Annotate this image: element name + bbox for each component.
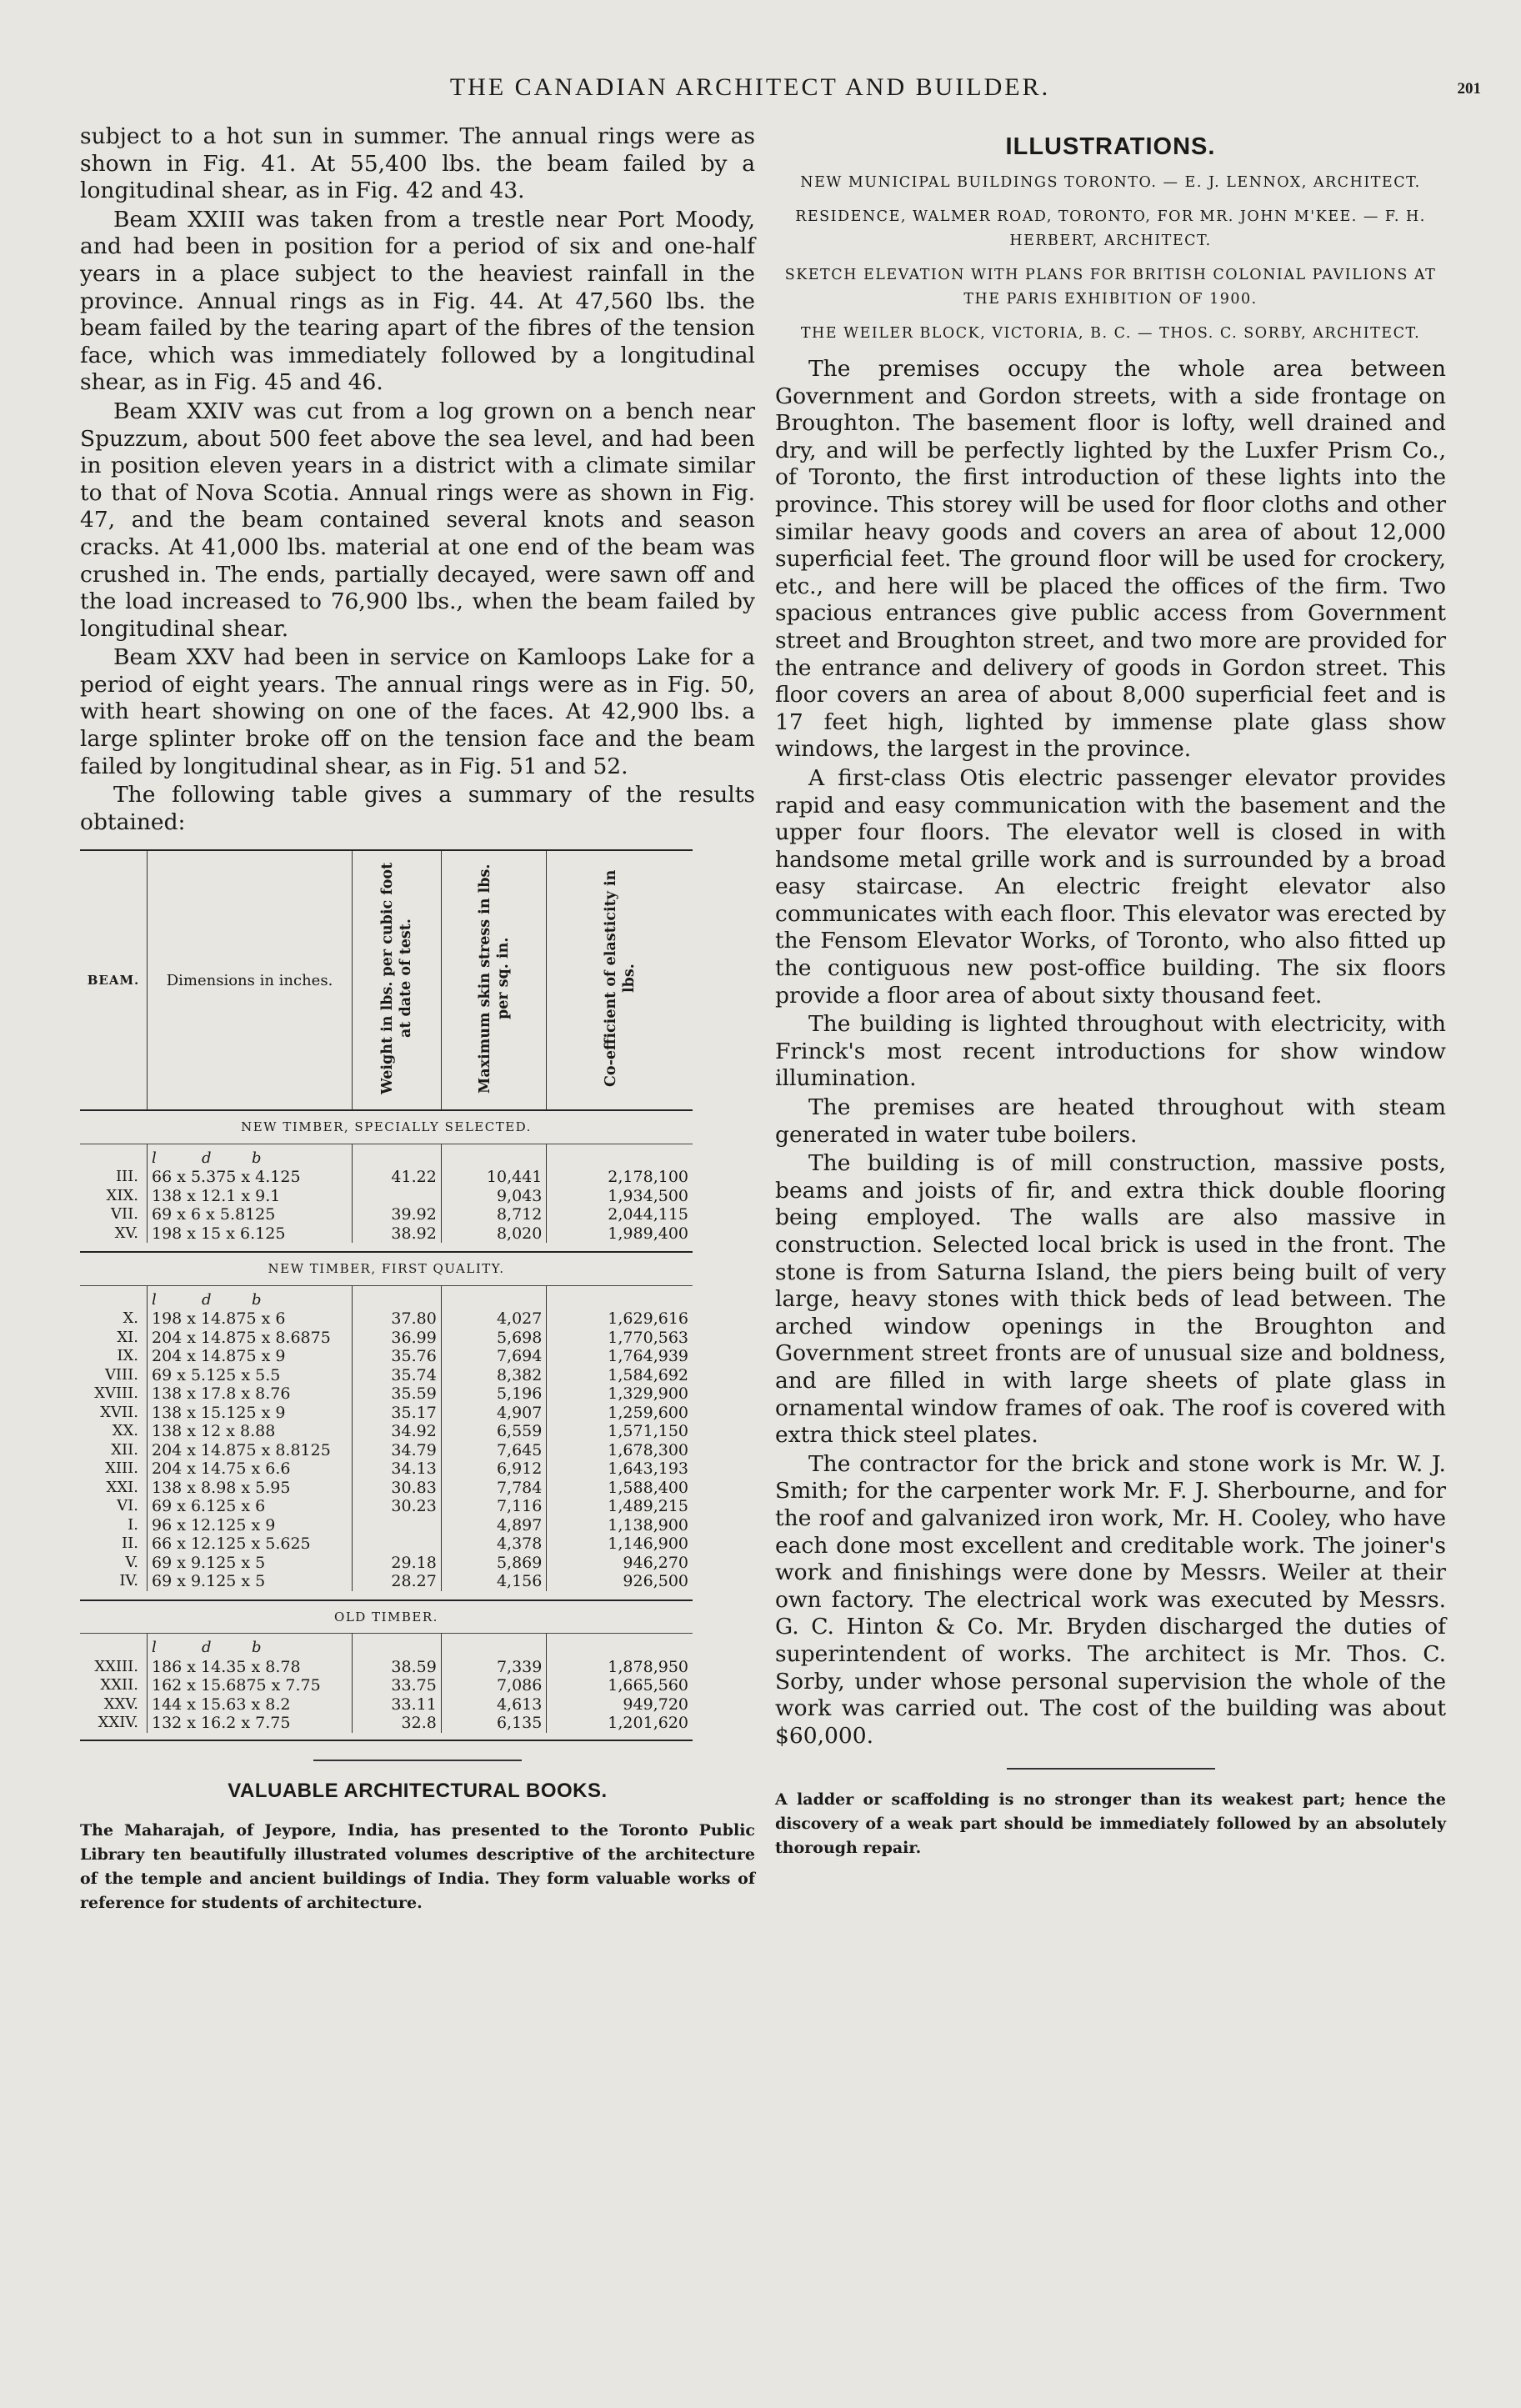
illustration-caption: THE WEILER BLOCK, VICTORIA, B. C. — THOS. C. SORBY, ARCHITECT. bbox=[800, 325, 1421, 342]
table-row bbox=[80, 1422, 693, 1441]
table-group-header bbox=[80, 1600, 693, 1634]
cell-weight: 39.92 bbox=[353, 1205, 442, 1224]
cell-weight: 35.59 bbox=[353, 1384, 442, 1404]
group-title: NEW TIMBER, SPECIALLY SELECTED. bbox=[80, 1110, 693, 1144]
paragraph: A first-class Otis electric passenger elevator provides rapid and easy communication with the basement and the upper four floors. The elevator well is closed in with handsome metal grille work and is surrounded by a broad easy staircase. An electric freight elevator also communicates with each floor. This elevator was erected by the Fensom Elevator Works, of Toronto, who also fitted up the contiguous new post-office building. The six floors provide a floor area of about sixty thousand feet. bbox=[775, 764, 1446, 1009]
table-row bbox=[80, 1695, 693, 1715]
cell-weight: 35.74 bbox=[353, 1366, 442, 1385]
cell-stress: 8,712 bbox=[441, 1205, 547, 1224]
cell-beam: XXIII. bbox=[94, 1657, 138, 1675]
cell-beam: XVIII. bbox=[94, 1384, 138, 1403]
ldb-label-b: b bbox=[252, 1149, 262, 1167]
ldb-label-l: l bbox=[152, 1290, 157, 1309]
cell-weight: 41.22 bbox=[353, 1168, 442, 1187]
cell-weight bbox=[353, 1187, 442, 1206]
ldb-label-d: d bbox=[202, 1290, 212, 1309]
table-spacer bbox=[80, 1243, 693, 1252]
table-row bbox=[80, 1187, 693, 1206]
cell-stress: 7,784 bbox=[441, 1479, 547, 1498]
cell-stress: 7,339 bbox=[441, 1658, 547, 1677]
cell-elasticity: 1,201,620 bbox=[547, 1714, 693, 1733]
cell-dimensions: 96 x 12.125 x 9 bbox=[148, 1516, 353, 1535]
table-row bbox=[80, 1572, 693, 1591]
cell-stress: 6,912 bbox=[441, 1459, 547, 1479]
ldb-blank bbox=[547, 1634, 693, 1658]
cell-stress: 4,613 bbox=[441, 1695, 547, 1715]
table-body bbox=[80, 1110, 693, 1740]
col-header-weight bbox=[353, 850, 442, 1110]
cell-weight: 36.99 bbox=[353, 1329, 442, 1348]
paragraph: Beam XXV had been in service on Kamloops Lake for a period of eight years. The annual rings were as in Fig. 50, with heart showing on one of the faces. At 42,900 lbs. a large splinter broke off on the tension face and the beam failed by longitudinal shear, as in Fig. 51 and 52. bbox=[80, 644, 755, 779]
cell-elasticity: 926,500 bbox=[547, 1572, 693, 1591]
table-row bbox=[80, 1404, 693, 1423]
cell-weight: 29.18 bbox=[353, 1554, 442, 1573]
ldb-blank bbox=[80, 1634, 148, 1658]
cell-beam: XI. bbox=[117, 1328, 138, 1346]
paragraph: The premises are heated throughout with steam generated in water tube boilers. bbox=[775, 1094, 1446, 1148]
table-row bbox=[80, 1329, 693, 1348]
footer-note: A ladder or scaffolding is no stronger than its weakest part; hence the discovery of a weak part should be immediately followed by an absolutely thorough repair. bbox=[775, 1790, 1446, 1858]
col-header-elasticity-text: Co-efficient of elasticity in lbs. bbox=[602, 869, 638, 1088]
ldb-blank bbox=[441, 1285, 547, 1309]
table-row bbox=[80, 1384, 693, 1404]
cell-stress: 4,378 bbox=[441, 1534, 547, 1554]
cell-weight: 37.80 bbox=[353, 1309, 442, 1329]
cell-dimensions: 138 x 17.8 x 8.76 bbox=[148, 1384, 353, 1404]
cell-dimensions: 204 x 14.875 x 8.8125 bbox=[148, 1441, 353, 1460]
col-header-weight-text: Weight in lbs. per cubic foot at date of test. bbox=[378, 862, 414, 1095]
cell-stress: 4,907 bbox=[441, 1404, 547, 1423]
table-row bbox=[80, 1516, 693, 1535]
cell-weight: 30.83 bbox=[353, 1479, 442, 1498]
illustration-caption: SKETCH ELEVATION WITH PLANS FOR BRITISH COLONIAL PAVILIONS AT THE PARIS EXHIBITION OF 1900. bbox=[784, 267, 1437, 308]
table-row bbox=[80, 1714, 693, 1733]
ldb-row bbox=[80, 1634, 693, 1658]
paragraph: The contractor for the brick and stone work is Mr. W. J. Smith; for the carpenter work Mr. F. J. Sherbourne, and for the roof and galvanized iron work, Mr. H. Cooley, who have each done most excellent and creditable work. The joiner's work and finishings were done by Messrs. Weiler at their own factory. The electrical work was executed by Messrs. G. C. Hinton & Co. Mr. Bryden discharged the duties of superintendent of works. The architect is Mr. Thos. C. Sorby, under whose personal supervision the whole of the work was carried out. The cost of the building was about $60,000. bbox=[775, 1450, 1446, 1749]
cell-beam: IV. bbox=[119, 1572, 138, 1590]
cell-stress: 7,086 bbox=[441, 1676, 547, 1695]
ldb-blank bbox=[441, 1144, 547, 1168]
cell-stress: 7,116 bbox=[441, 1497, 547, 1516]
cell-stress: 5,196 bbox=[441, 1384, 547, 1404]
ldb-blank bbox=[353, 1285, 442, 1309]
cell-dimensions: 138 x 12.1 x 9.1 bbox=[148, 1187, 353, 1206]
table-row bbox=[80, 1658, 693, 1677]
col-header-dimensions: Dimensions in inches. bbox=[148, 850, 353, 1110]
cell-elasticity: 1,989,400 bbox=[547, 1224, 693, 1244]
ldb-blank bbox=[441, 1634, 547, 1658]
ldb-labels bbox=[148, 1634, 353, 1658]
table-spacer bbox=[80, 1591, 693, 1600]
paragraph: The following table gives a summary of the results obtained: bbox=[80, 782, 755, 835]
cell-elasticity: 1,770,563 bbox=[547, 1329, 693, 1348]
cell-elasticity: 1,643,193 bbox=[547, 1459, 693, 1479]
right-column bbox=[775, 133, 1446, 1876]
cell-beam: II. bbox=[122, 1534, 138, 1553]
journal-title: THE CANADIAN ARCHITECT AND BUILDER. bbox=[449, 73, 1051, 101]
cell-weight: 33.75 bbox=[353, 1676, 442, 1695]
books-paragraph: The Maharajah, of Jeypore, India, has presented to the Toronto Public Library ten beautifully illustrated volumes descriptive of the architecture of the temple and ancient buildings of India. They form valuable works of reference for students of architecture. bbox=[80, 1820, 755, 1912]
cell-elasticity: 1,629,616 bbox=[547, 1309, 693, 1329]
ldb-labels bbox=[148, 1285, 353, 1309]
cell-beam: VII. bbox=[111, 1205, 138, 1224]
paragraph: Beam XXIII was taken from a trestle near Port Moody, and had been in position for a period of six and one-half years in a place subject to the heaviest rainfall in the province. Annual rings as in Fig. 44. At 47,560 lbs. the beam failed by the tearing apart of the fibres of the tension face, which was immediately followed by a longitudinal shear, as in Fig. 45 and 46. bbox=[80, 206, 755, 396]
cell-dimensions: 132 x 16.2 x 7.75 bbox=[148, 1714, 353, 1733]
col-header-stress-text: Maximum skin stress in lbs. per sq. in. bbox=[476, 864, 512, 1094]
cell-dimensions: 69 x 9.125 x 5 bbox=[148, 1572, 353, 1591]
cell-beam: V. bbox=[125, 1553, 138, 1571]
ldb-row bbox=[80, 1285, 693, 1309]
cell-beam: XVII. bbox=[100, 1403, 138, 1421]
cell-elasticity: 1,588,400 bbox=[547, 1479, 693, 1498]
cell-weight: 35.76 bbox=[353, 1347, 442, 1366]
cell-elasticity: 1,764,939 bbox=[547, 1347, 693, 1366]
cell-elasticity: 1,878,950 bbox=[547, 1658, 693, 1677]
cell-beam: XXI. bbox=[106, 1478, 138, 1496]
cell-beam: VIII. bbox=[104, 1365, 138, 1384]
cell-dimensions: 162 x 15.6875 x 7.75 bbox=[148, 1676, 353, 1695]
cell-weight: 38.59 bbox=[353, 1658, 442, 1677]
cell-stress: 8,020 bbox=[441, 1224, 547, 1244]
cell-dimensions: 204 x 14.875 x 9 bbox=[148, 1347, 353, 1366]
cell-weight: 34.13 bbox=[353, 1459, 442, 1479]
cell-stress: 4,027 bbox=[441, 1309, 547, 1329]
ldb-labels bbox=[148, 1144, 353, 1168]
cell-elasticity: 1,584,692 bbox=[547, 1366, 693, 1385]
cell-weight: 33.11 bbox=[353, 1695, 442, 1715]
cell-stress: 6,135 bbox=[441, 1714, 547, 1733]
cell-elasticity: 1,934,500 bbox=[547, 1187, 693, 1206]
spacer-cell bbox=[80, 1243, 693, 1252]
ldb-label-b: b bbox=[252, 1639, 262, 1657]
cell-dimensions: 138 x 8.98 x 5.95 bbox=[148, 1479, 353, 1498]
cell-dimensions: 66 x 12.125 x 5.625 bbox=[148, 1534, 353, 1554]
cell-beam: XXV. bbox=[103, 1695, 138, 1713]
ldb-label-l: l bbox=[152, 1639, 157, 1657]
cell-dimensions: 66 x 5.375 x 4.125 bbox=[148, 1168, 353, 1187]
cell-beam: X. bbox=[123, 1309, 138, 1328]
books-heading: VALUABLE ARCHITECTURAL BOOKS. bbox=[228, 1779, 608, 1802]
table-row bbox=[80, 1554, 693, 1573]
cell-elasticity: 2,178,100 bbox=[547, 1168, 693, 1187]
running-head bbox=[0, 73, 1521, 107]
cell-dimensions: 69 x 5.125 x 5.5 bbox=[148, 1366, 353, 1385]
group-title: OLD TIMBER. bbox=[80, 1600, 693, 1634]
cell-weight: 32.8 bbox=[353, 1714, 442, 1733]
cell-dimensions: 198 x 14.875 x 6 bbox=[148, 1309, 353, 1329]
cell-weight: 35.17 bbox=[353, 1404, 442, 1423]
cell-weight: 34.79 bbox=[353, 1441, 442, 1460]
page-number: 201 bbox=[1457, 80, 1481, 98]
cell-weight bbox=[353, 1516, 442, 1535]
cell-elasticity: 946,270 bbox=[547, 1554, 693, 1573]
cell-stress: 8,382 bbox=[441, 1366, 547, 1385]
left-column bbox=[80, 123, 755, 1931]
col-header-beam: BEAM. bbox=[80, 850, 148, 1110]
cell-dimensions: 69 x 6 x 5.8125 bbox=[148, 1205, 353, 1224]
cell-stress: 4,156 bbox=[441, 1572, 547, 1591]
cell-elasticity: 1,259,600 bbox=[547, 1404, 693, 1423]
cell-dimensions: 138 x 12 x 8.88 bbox=[148, 1422, 353, 1441]
cell-beam: XV. bbox=[114, 1224, 138, 1242]
ldb-label-d: d bbox=[202, 1639, 212, 1657]
paragraph: Beam XXIV was cut from a log grown on a bench near Spuzzum, about 500 feet above the sea level, and had been in position eleven years in a district with a climate similar to that of Nova Scotia. Annual rings were as shown in Fig. 47, and the beam contained several knots and season cracks. At 41,000 lbs. material at one end of the beam was crushed in. The ends, partially decayed, were sawn off and the load increased to 76,900 lbs., when the beam failed by longitudinal shear. bbox=[80, 398, 755, 642]
table-spacer bbox=[80, 1733, 693, 1740]
cell-beam: XII. bbox=[111, 1440, 138, 1459]
cell-beam: XXII. bbox=[100, 1676, 138, 1695]
cell-stress: 5,698 bbox=[441, 1329, 547, 1348]
illustrations-heading: ILLUSTRATIONS. bbox=[1005, 133, 1216, 160]
cell-beam: XIX. bbox=[106, 1186, 138, 1204]
ldb-blank bbox=[353, 1634, 442, 1658]
cell-elasticity: 2,044,115 bbox=[547, 1205, 693, 1224]
ldb-blank bbox=[547, 1144, 693, 1168]
cell-beam: I. bbox=[128, 1515, 138, 1534]
cell-dimensions: 69 x 6.125 x 6 bbox=[148, 1497, 353, 1516]
table-row bbox=[80, 1366, 693, 1385]
cell-dimensions: 138 x 15.125 x 9 bbox=[148, 1404, 353, 1423]
ldb-blank bbox=[353, 1144, 442, 1168]
col-header-stress bbox=[441, 850, 547, 1110]
cell-stress: 9,043 bbox=[441, 1187, 547, 1206]
cell-dimensions: 144 x 15.63 x 8.2 bbox=[148, 1695, 353, 1715]
ldb-row bbox=[80, 1144, 693, 1168]
cell-elasticity: 1,146,900 bbox=[547, 1534, 693, 1554]
cell-weight bbox=[353, 1534, 442, 1554]
cell-dimensions: 69 x 9.125 x 5 bbox=[148, 1554, 353, 1573]
cell-dimensions: 198 x 15 x 6.125 bbox=[148, 1224, 353, 1244]
cell-beam: VI. bbox=[117, 1497, 138, 1515]
ldb-blank bbox=[80, 1144, 148, 1168]
spacer-cell bbox=[80, 1591, 693, 1600]
cell-elasticity: 1,678,300 bbox=[547, 1441, 693, 1460]
ldb-label-l: l bbox=[152, 1149, 157, 1167]
table-row bbox=[80, 1534, 693, 1554]
ldb-label-d: d bbox=[202, 1149, 212, 1167]
cell-stress: 6,559 bbox=[441, 1422, 547, 1441]
divider bbox=[313, 1760, 522, 1761]
cell-dimensions: 204 x 14.75 x 6.6 bbox=[148, 1459, 353, 1479]
ldb-label-b: b bbox=[252, 1290, 262, 1309]
paragraph: The building is lighted throughout with electricity, with Frinck's most recent introductions for show window illumination. bbox=[775, 1011, 1446, 1092]
cell-beam: XXIV. bbox=[98, 1714, 138, 1732]
paragraph: subject to a hot sun in summer. The annual rings were as shown in Fig. 41. At 55,400 lbs. the beam failed by a longitudinal shear, as in Fig. 42 and 43. bbox=[80, 123, 755, 204]
results-table bbox=[80, 849, 693, 1741]
cell-elasticity: 1,138,900 bbox=[547, 1516, 693, 1535]
cell-dimensions: 186 x 14.35 x 8.78 bbox=[148, 1658, 353, 1677]
cell-beam: XX. bbox=[112, 1422, 138, 1440]
col-header-elasticity bbox=[547, 850, 693, 1110]
cell-stress: 4,897 bbox=[441, 1516, 547, 1535]
cell-stress: 7,694 bbox=[441, 1347, 547, 1366]
cell-stress: 10,441 bbox=[441, 1168, 547, 1187]
table-row bbox=[80, 1479, 693, 1498]
cell-dimensions: 204 x 14.875 x 8.6875 bbox=[148, 1329, 353, 1348]
illustration-caption: NEW MUNICIPAL BUILDINGS TORONTO. — E. J. LENNOX, ARCHITECT. bbox=[800, 174, 1421, 191]
table-row bbox=[80, 1441, 693, 1460]
table-row bbox=[80, 1347, 693, 1366]
ldb-blank bbox=[80, 1285, 148, 1309]
paragraph: The building is of mill construction, massive posts, beams and joists of fir, and extra thick double flooring being employed. The walls are also massive in construction. Selected local brick is used in the front. The stone is from Saturna Island, the piers being built of very large, heavy stones with thick beds of lead between. The arched window openings in the Broughton and Government street fronts are of unusual size and boldness, and are filled in with large sheets of plate glass in ornamental window frames of oak. The roof is covered with extra thick steel plates. bbox=[775, 1150, 1446, 1449]
cell-beam: III. bbox=[115, 1168, 138, 1186]
paragraph: The premises occupy the whole area between Government and Gordon streets, with a side frontage on Broughton. The basement floor is lofty, well drained and dry, and will be perfectly lighted by the Luxfer Prism Co., of Toronto, the first introduction of these lights into the province. This storey will be used for floor cloths and other similar heavy goods and covers an area of about 12,000 superficial feet. The ground floor will be used for crockery, etc., and here will be placed the offices of the firm. Two spacious entrances give public access from Government street and Broughton street, and two more are provided for the entrance and delivery of goods in Gordon street. This floor covers an area of about 8,000 superficial feet and is 17 feet high, lighted by immense plate glass show windows, the largest in the province. bbox=[775, 356, 1446, 763]
cell-elasticity: 1,571,150 bbox=[547, 1422, 693, 1441]
cell-stress: 7,645 bbox=[441, 1441, 547, 1460]
table-row bbox=[80, 1224, 693, 1244]
cell-beam: IX. bbox=[117, 1347, 138, 1365]
table-row bbox=[80, 1309, 693, 1329]
cell-elasticity: 949,720 bbox=[547, 1695, 693, 1715]
ldb-blank bbox=[547, 1285, 693, 1309]
cell-beam: XIII. bbox=[105, 1459, 138, 1478]
table-group-header bbox=[80, 1110, 693, 1144]
cell-stress: 5,869 bbox=[441, 1554, 547, 1573]
group-title: NEW TIMBER, FIRST QUALITY. bbox=[80, 1252, 693, 1285]
cell-weight: 28.27 bbox=[353, 1572, 442, 1591]
table-row bbox=[80, 1459, 693, 1479]
table-row bbox=[80, 1205, 693, 1224]
cell-weight: 38.92 bbox=[353, 1224, 442, 1244]
illustration-caption: RESIDENCE, WALMER ROAD, TORONTO, FOR MR. JOHN M'KEE. — F. H. HERBERT, ARCHITECT. bbox=[795, 208, 1426, 249]
table-row bbox=[80, 1676, 693, 1695]
table-group-header bbox=[80, 1252, 693, 1285]
cell-weight: 30.23 bbox=[353, 1497, 442, 1516]
table-row bbox=[80, 1497, 693, 1516]
cell-elasticity: 1,489,215 bbox=[547, 1497, 693, 1516]
divider bbox=[1007, 1768, 1215, 1770]
table-row bbox=[80, 1168, 693, 1187]
cell-elasticity: 1,665,560 bbox=[547, 1676, 693, 1695]
cell-elasticity: 1,329,900 bbox=[547, 1384, 693, 1404]
spacer-cell bbox=[80, 1733, 693, 1740]
cell-weight: 34.92 bbox=[353, 1422, 442, 1441]
